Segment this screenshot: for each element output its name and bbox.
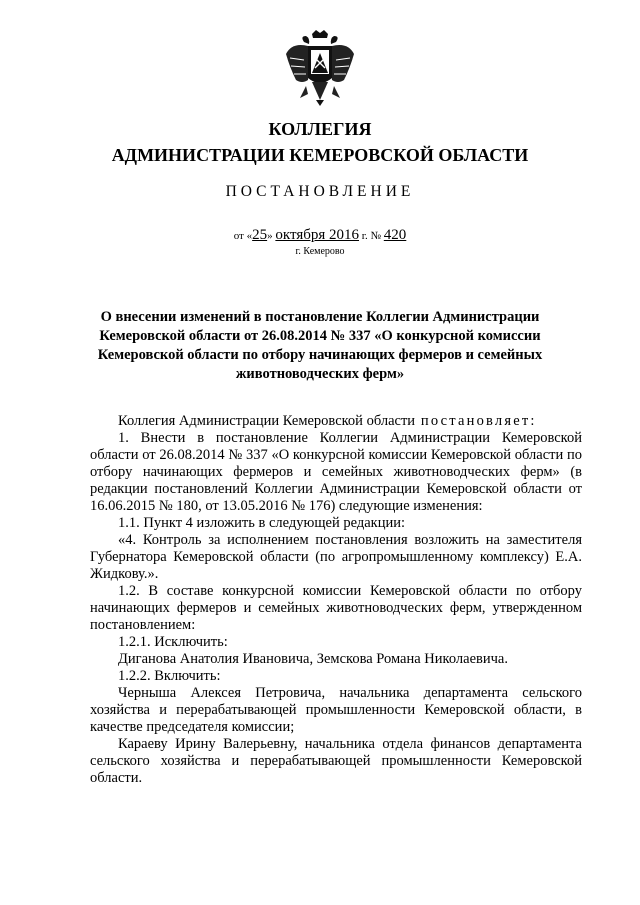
document-title: О внесении изменений в постановление Коллегии Администрации Кемеровской области от 26.08.2014 № 337 «О конкурсной комиссии Кемеровской области по отбору начинающих фермеров и семейных животноводческих ферм» (97, 309, 543, 382)
paragraph-preamble (90, 413, 582, 430)
preamble-text: Коллегия Администрации Кемеровской области (118, 413, 416, 429)
paragraph-1-2: 1.2. В составе конкурсной комиссии Кемеровской области по отбору начинающих фермеров и семейных животноводческих ферм, утвержденном постановлением: (90, 583, 582, 633)
document-city: г. Кемерово (295, 246, 345, 257)
paragraph-1-1: 1.1. Пункт 4 изложить в следующей редакции: (118, 515, 406, 531)
paragraph-included-1: Черныша Алексея Петровича, начальника департамента сельского хозяйства и перерабатывающей промышленности Кемеровской области, в качестве председателя комиссии; (90, 685, 582, 735)
date-prefix: от « (233, 230, 253, 242)
date-month-year: октября 2016 (275, 227, 360, 243)
preamble-spaced-text: постановляет: (415, 413, 537, 429)
paragraph-quote: «4. Контроль за исполнением постановления возложить на заместителя Губернатора Кемеровской области (по агропромышленному комплексу) Е.А. Жидкову.». (90, 532, 582, 582)
paragraph-included-2: Караеву Ирину Валерьевну, начальника отдела финансов департамента сельского хозяйства и перерабатывающей промышленности Кемеровской области. (90, 736, 582, 786)
date-day: 25 (252, 227, 268, 243)
document-number: 420 (383, 227, 407, 243)
org-name-line2: АДМИНИСТРАЦИИ КЕМЕРОВСКОЙ ОБЛАСТИ (111, 145, 529, 165)
document-date-line (0, 227, 640, 244)
paragraph-1-2-2: 1.2.2. Включить: (118, 668, 221, 684)
date-mid: » (267, 230, 276, 242)
paragraph-excluded: Диганова Анатолия Ивановича, Земскова Романа Николаевича. (118, 651, 508, 667)
paragraph-1: 1. Внести в постановление Коллегии Администрации Кемеровской области от 26.08.2014 № 337 «О конкурсной комиссии Кемеровской области по отбору начинающих фермеров и семейных животноводческих ферм» (в редакции постановлений Коллегии Администрации Кемеровской области от 16.06.2015 № 180, от 13.05.2016 № 176) следующие изменения: (90, 430, 582, 514)
document-body (90, 413, 582, 787)
document-type: ПОСТАНОВЛЕНИЕ (225, 183, 415, 200)
coat-of-arms-icon (282, 28, 358, 108)
paragraph-1-2-1: 1.2.1. Исключить: (118, 634, 228, 650)
org-name-line1: КОЛЛЕГИЯ (268, 119, 372, 139)
date-suffix: г. № (359, 230, 382, 242)
